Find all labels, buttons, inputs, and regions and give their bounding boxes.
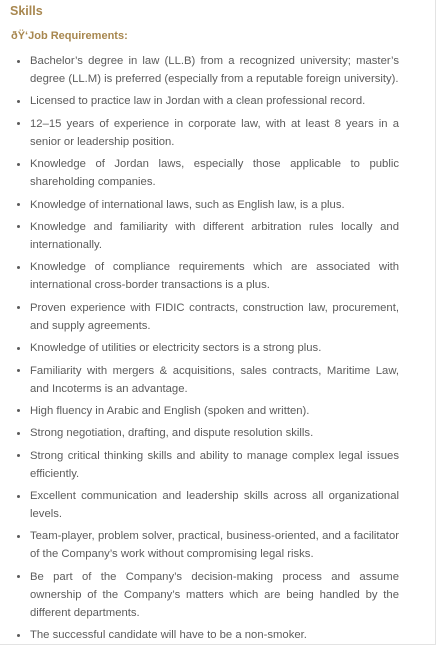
bullet-icon <box>17 122 20 125</box>
list-item-text: Knowledge of international laws, such as English law, is a plus. <box>30 198 345 211</box>
list-item-text: Excellent communication and leadership skills across all organizational levels. <box>30 490 399 521</box>
bullet-icon <box>17 575 20 578</box>
bullet-icon <box>17 495 20 498</box>
bullet-icon <box>17 203 20 206</box>
list-item-text: Bachelor’s degree in law (LL.B) from a recognized university; master’s degree (LL.M) is preferred (especially from a reputable foreign university). <box>30 55 399 85</box>
list-item <box>0 258 436 294</box>
bullet-icon <box>17 60 20 63</box>
bullet-icon <box>17 535 20 538</box>
bullet-icon <box>17 306 20 309</box>
list-item <box>0 626 436 644</box>
list-item-text: Knowledge and familiarity with different arbitration rules locally and internationally. <box>30 220 399 251</box>
list-item <box>0 362 436 398</box>
bullet-icon <box>17 163 20 166</box>
list-item-text: Proven experience with FIDIC contracts, construction law, procurement, and supply agreements. <box>30 301 399 332</box>
list-item-text: Team-player, problem solver, practical, business-oriented, and a facilitator of the Company’s work without compromising legal risks. <box>30 530 399 561</box>
list-item <box>0 92 436 110</box>
bullet-icon <box>17 100 20 103</box>
list-item <box>0 402 436 420</box>
requirements-list <box>0 52 436 649</box>
list-item <box>0 196 436 214</box>
list-item <box>0 218 436 254</box>
bullet-icon <box>17 369 20 372</box>
bullet-icon <box>17 634 20 637</box>
list-item <box>0 115 436 151</box>
list-item <box>0 447 436 483</box>
list-item <box>0 339 436 357</box>
list-item-text: Knowledge of utilities or electricity sectors is a strong plus. <box>30 342 322 355</box>
list-item-text: Strong critical thinking skills and ability to manage complex legal issues efficiently. <box>30 449 399 480</box>
bullet-icon <box>17 266 20 269</box>
bullet-icon <box>17 225 20 228</box>
list-item <box>0 487 436 523</box>
list-item-text: Knowledge of compliance requirements which are associated with international cross-border transactions is a plus. <box>30 261 399 292</box>
section-title: Skills <box>10 4 43 18</box>
list-item-text: The successful candidate will have to be a non-smoker. <box>30 629 307 642</box>
job-requirements-heading: ðŸ‘Job Requirements: <box>11 30 128 42</box>
list-item <box>0 424 436 442</box>
list-item-text: Strong negotiation, drafting, and dispute resolution skills. <box>30 427 314 440</box>
list-item-text: Licensed to practice law in Jordan with a clean professional record. <box>30 95 366 108</box>
bullet-icon <box>17 409 20 412</box>
list-item-text: Be part of the Company’s decision-making process and assume ownership of the Company’s matters which are being handled by the different departments. <box>30 570 399 619</box>
bullet-icon <box>17 454 20 457</box>
bullet-icon <box>17 347 20 350</box>
bullet-icon <box>17 432 20 435</box>
list-item-text: High fluency in Arabic and English (spoken and written). <box>30 404 310 417</box>
list-item <box>0 568 436 622</box>
list-item <box>0 155 436 191</box>
list-item <box>0 527 436 563</box>
list-item-text: 12–15 years of experience in corporate law, with at least 8 years in a senior or leadership position. <box>30 117 399 148</box>
list-item-text: Knowledge of Jordan laws, especially those applicable to public shareholding companies. <box>30 158 399 189</box>
list-item <box>0 52 436 88</box>
list-item <box>0 299 436 335</box>
list-item-text: Familiarity with mergers & acquisitions, sales contracts, Maritime Law, and Incoterms is an advantage. <box>30 364 399 395</box>
